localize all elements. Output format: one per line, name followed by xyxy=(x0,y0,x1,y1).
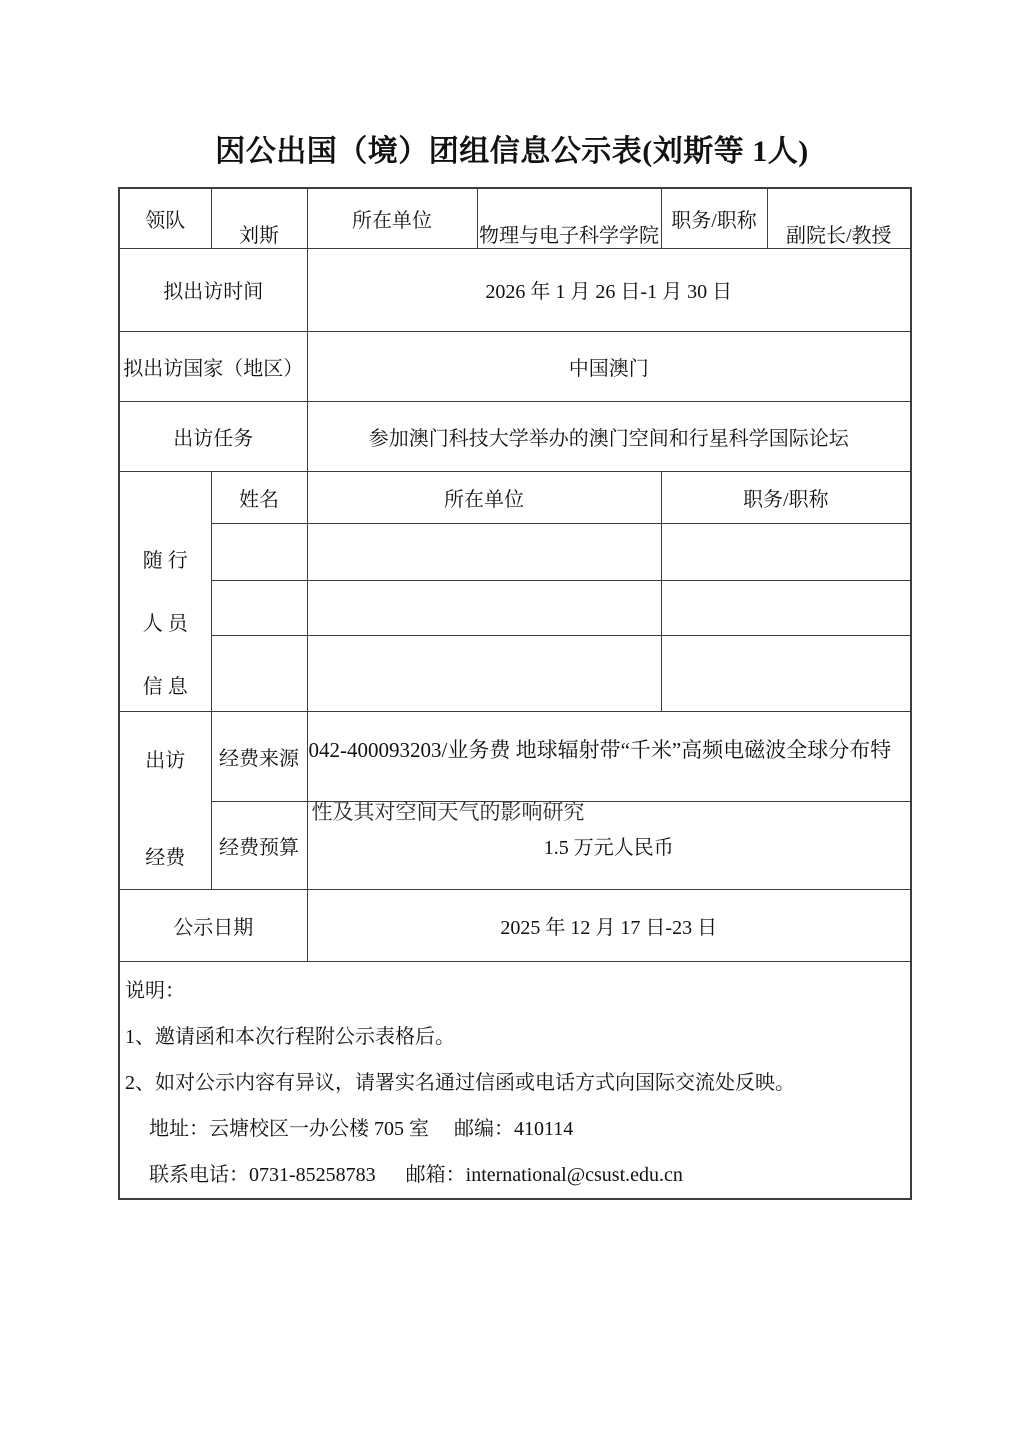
companions-header-name: 姓名 xyxy=(211,471,307,523)
funding-source-row xyxy=(119,711,911,801)
notes-content xyxy=(120,962,910,1198)
leader-unit-value: 物理与电子科学学院 xyxy=(477,188,661,248)
notes-box xyxy=(119,961,911,1199)
publicity-date-label: 公示日期 xyxy=(119,889,307,961)
companion-position-cell xyxy=(661,635,911,711)
funding-label-line-1: 出访 xyxy=(145,750,186,772)
visit-time-value: 2026 年 1 月 26 日-1 月 30 日 xyxy=(307,248,911,331)
table-wrapper xyxy=(118,187,912,1200)
companion-unit-cell xyxy=(307,635,661,711)
companions-label-line-3: 信 息 xyxy=(142,676,188,698)
companions-label-line-2: 人 员 xyxy=(142,613,188,635)
companions-label-line-1: 随 行 xyxy=(142,550,188,572)
leader-row xyxy=(119,188,911,248)
notes-row xyxy=(119,961,911,1199)
destination-value: 中国澳门 xyxy=(307,331,911,401)
funding-source-label: 经费来源 xyxy=(211,711,307,801)
publicity-date-value: 2025 年 12 月 17 日-23 日 xyxy=(307,889,911,961)
companion-position-cell xyxy=(661,523,911,580)
companions-section-label-stack xyxy=(120,472,211,710)
notes-address: 地址：云塘校区一办公楼 705 室 邮编：410114 xyxy=(149,1117,574,1140)
leader-name: 刘斯 xyxy=(211,188,307,248)
funding-source-value: 042-400093203/业务费 地球辐射带“千米”高频电磁波全球分布特 xyxy=(308,737,892,762)
info-table xyxy=(118,187,912,1200)
funding-budget-value: 1.5 万元人民币 xyxy=(307,801,911,889)
companion-unit-cell xyxy=(307,523,661,580)
companions-header-row xyxy=(119,471,911,523)
companion-position-cell xyxy=(661,580,911,635)
mission-label: 出访任务 xyxy=(119,401,307,471)
companion-name-cell xyxy=(211,635,307,711)
funding-section-label-stack xyxy=(120,712,211,888)
companion-empty-row xyxy=(119,580,911,635)
funding-budget-label: 经费预算 xyxy=(211,801,307,889)
funding-source-value-cell xyxy=(307,711,911,824)
mission-row xyxy=(119,401,911,471)
companion-name-cell xyxy=(211,580,307,635)
visit-time-row xyxy=(119,248,911,331)
companions-header-position: 职务/职称 xyxy=(661,471,911,523)
note-item-1: 1、邀请函和本次行程附公示表格后。 xyxy=(125,1025,455,1048)
leader-position-label: 职务/职称 xyxy=(661,188,767,248)
leader-label: 领队 xyxy=(119,188,211,248)
companions-header-unit: 所在单位 xyxy=(307,471,661,523)
leader-position-value: 副院长/教授 xyxy=(767,188,911,248)
visit-time-label: 拟出访时间 xyxy=(119,248,307,331)
publicity-date-row xyxy=(119,889,911,961)
funding-label-line-2: 经费 xyxy=(145,847,186,869)
companion-name-cell xyxy=(211,523,307,580)
notes-heading: 说明： xyxy=(125,979,185,1002)
companion-unit-cell xyxy=(307,580,661,635)
funding-section-label xyxy=(119,711,211,889)
funding-source-value-clipped: 性及其对空间天气的影响研究 xyxy=(311,799,585,824)
destination-row xyxy=(119,331,911,401)
notes-contact: 联系电话：0731-85258783 邮箱：international@csust.edu.cn xyxy=(149,1163,683,1186)
companion-empty-row xyxy=(119,635,911,711)
page-title: 因公出国（境）团组信息公示表(刘斯等 1人) xyxy=(215,135,809,168)
destination-label: 拟出访国家（地区） xyxy=(119,331,307,401)
companion-empty-row xyxy=(119,523,911,580)
companions-section-label xyxy=(119,471,211,711)
leader-unit-label: 所在单位 xyxy=(307,188,477,248)
note-item-2: 2、如对公示内容有异议，请署实名通过信函或电话方式向国际交流处反映。 xyxy=(125,1071,795,1094)
mission-value: 参加澳门科技大学举办的澳门空间和行星科学国际论坛 xyxy=(307,401,911,471)
